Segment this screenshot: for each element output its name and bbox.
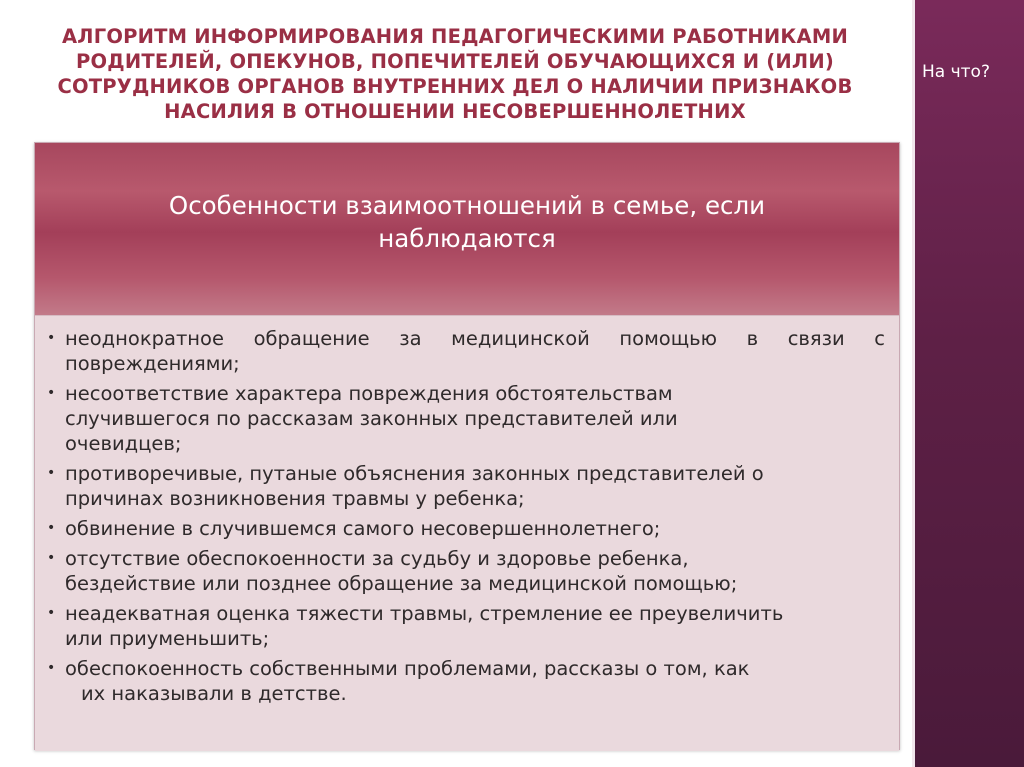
content-card [34,142,900,750]
card-header-line: наблюдаются [378,224,556,253]
list-item-line: обвинение в случившемся самого несовершеннолетнего; [65,517,661,540]
list-item-line: бездействие или позднее обращение за медицинской помощью; [65,572,738,595]
list-item-line: неоднократное обращение за медицинской помощью в связи с [65,327,885,350]
list-item [45,546,885,596]
side-panel [912,0,1024,767]
bullet: • [47,465,56,481]
list-item [45,516,885,541]
slide-title [30,24,880,124]
list-item-line: отсутствие обеспокоенности за судьбу и здоровье ребенка, [65,547,689,570]
side-panel-label: На что? [922,62,990,82]
list-item-line: их наказывали в детстве. [81,682,347,705]
list-item [45,381,885,456]
card-body [35,315,899,751]
bullet: • [47,660,56,676]
list-item [45,656,885,706]
list-item-line: несоответствие характера повреждения обстоятельствам [65,382,673,405]
list-item-line: или приуменьшить; [65,627,270,650]
list-item-line: обеспокоенность собственными проблемами, рассказы о том, как [65,657,750,680]
list-item-line: повреждениями; [65,352,240,375]
list-item [45,601,885,651]
bullet: • [47,385,56,401]
title-line: СОТРУДНИКОВ ОРГАНОВ ВНУТРЕННИХ ДЕЛ О НАЛИЧИИ ПРИЗНАКОВ [57,75,853,98]
card-header [35,143,899,315]
bullet: • [47,550,56,566]
title-line: АЛГОРИТМ ИНФОРМИРОВАНИЯ ПЕДАГОГИЧЕСКИМИ РАБОТНИКАМИ [62,25,848,48]
list-item-line: причинах возникновения травмы у ребенка; [65,487,525,510]
list-item-line: случившегося по рассказам законных представителей или [65,407,678,430]
list-item [45,326,885,376]
card-header-line: Особенности взаимоотношений в семье, если [168,191,766,220]
bullet: • [47,330,56,346]
list-item-line: неадекватная оценка тяжести травмы, стремление ее преувеличить [65,602,784,625]
bullet: • [47,520,56,536]
title-line: РОДИТЕЛЕЙ, ОПЕКУНОВ, ПОПЕЧИТЕЛЕЙ ОБУЧАЮЩИХСЯ И (ИЛИ) [76,50,834,73]
title-line: НАСИЛИЯ В ОТНОШЕНИИ НЕСОВЕРШЕННОЛЕТНИХ [164,100,746,123]
list-item [45,461,885,511]
list-item-line: противоречивые, путаные объяснения законных представителей о [65,462,764,485]
bullet: • [47,605,56,621]
list-item-line: очевидцев; [65,432,182,455]
